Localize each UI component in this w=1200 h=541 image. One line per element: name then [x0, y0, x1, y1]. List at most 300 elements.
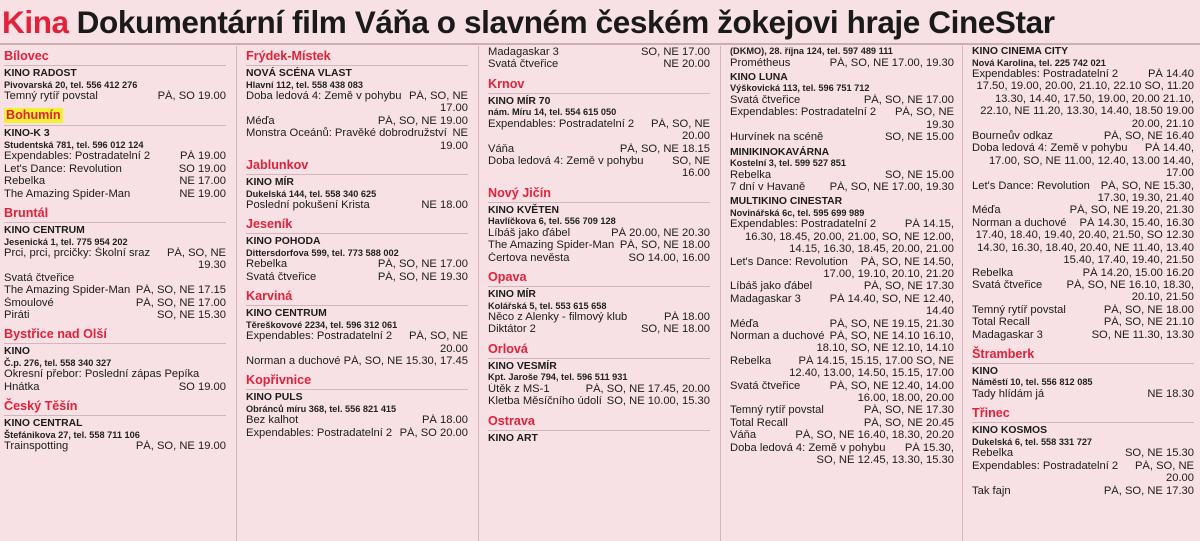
cinema-address: Dittersdorfova 599, tel. 773 588 002 — [246, 247, 399, 258]
film-title: Doba ledová 4: Země v pohybu — [730, 441, 886, 454]
cinema-address: Náměstí 10, tel. 556 812 085 — [972, 377, 1093, 388]
town-section — [4, 327, 226, 396]
spacer — [488, 264, 710, 267]
cinema-address: Č.p. 276, tel. 558 340 327 — [4, 357, 112, 368]
film-title: Útěk z MS-1 — [488, 382, 550, 395]
film-title: Poslední pokušení Krista — [246, 199, 370, 212]
film-listing — [730, 280, 954, 292]
cinema-block — [488, 289, 710, 336]
showtimes: PÁ 18.00 — [421, 414, 468, 427]
film-title: Madagaskar 3 — [488, 46, 559, 58]
town-heading: Třinec — [972, 406, 1194, 423]
town-section — [4, 399, 226, 455]
column-divider — [962, 46, 963, 541]
film-listing — [4, 284, 226, 296]
town-heading: Jeseník — [246, 217, 468, 234]
film-title: Doba ledová 4: Země v pohybu — [246, 90, 402, 102]
film-title: Total Recall — [972, 316, 1030, 329]
spacer — [4, 321, 226, 324]
showtimes: PÁ, SO, NE 17.00, 19.30 — [829, 180, 954, 193]
film-title: 7 dní v Havaně — [730, 180, 806, 193]
showtimes: SO, NE 15.00 — [884, 131, 954, 144]
film-title: Líbáš jako ďábel — [730, 280, 813, 293]
showtimes: PÁ, SO, NE 17.30 — [1103, 484, 1194, 497]
cinema-block — [730, 147, 954, 194]
film-listing — [730, 218, 954, 255]
showtimes: SO, NE 16.00 — [672, 155, 710, 180]
showtimes: SO 14.00, 16.00 — [628, 251, 710, 264]
film-listing — [488, 118, 710, 143]
showtimes: PÁ, SO, NE 14.10 16.10, 18.10, SO, NE 12.10, 14.10 — [816, 330, 954, 355]
cinema-name: KINO-K 3 — [4, 128, 50, 140]
film-listing — [730, 94, 954, 106]
film-listing — [730, 57, 954, 69]
showtimes: PÁ 19.00 — [179, 150, 226, 163]
showtimes: PÁ, SO, NE 14.50, 17.00, 19.10, 20.10, 21.20 — [823, 255, 954, 280]
town-heading: Jablunkov — [246, 158, 468, 175]
film-title: Expendables: Postradatelní 2 — [246, 330, 393, 343]
cinema-name: KINO POHODA — [246, 236, 321, 248]
film-title: Diktátor 2 — [488, 323, 536, 336]
film-listing — [488, 383, 710, 395]
cinema-name: KINO CINEMA CITY — [972, 46, 1069, 57]
cinema-block — [488, 433, 710, 445]
spacer — [488, 71, 710, 74]
town-section — [246, 289, 468, 370]
showtimes: PÁ 14.15, 15.15, 17.00 SO, NE 12.40, 13.00, 14.50, 15.15, 17.00 — [789, 354, 954, 380]
cinema-address: Těreškovové 2234, tel. 596 312 061 — [246, 319, 398, 330]
film-title: Svatá čtveřice — [730, 93, 801, 106]
town-section — [4, 105, 226, 203]
showtimes: SO 19.00 — [178, 162, 226, 175]
film-listing — [246, 199, 468, 211]
spacer — [246, 152, 468, 155]
film-listing — [4, 188, 226, 200]
film-title: Rebelka — [972, 447, 1014, 460]
film-title: Temný rytíř povstal — [972, 303, 1066, 316]
cinema-name: MULTIKINO CINESTAR — [730, 196, 843, 208]
film-listing — [972, 316, 1194, 328]
cinema-address: Kostelní 3, tel. 599 527 851 — [730, 158, 846, 169]
film-title: Šmoulové — [4, 296, 54, 309]
town-section — [488, 270, 710, 339]
town-heading: Štramberk — [972, 347, 1194, 364]
town-heading: Český Těšín — [4, 399, 226, 416]
showtimes: PÁ, SO, NE 20.00 — [1134, 459, 1194, 485]
cinema-name: NOVÁ SCÉNA VLAST — [246, 68, 352, 79]
film-listing — [972, 267, 1194, 279]
film-title: Rebelka — [972, 266, 1014, 279]
film-listing — [972, 217, 1194, 267]
film-title: Expendables: Postradatelní 2 — [246, 426, 393, 439]
showtimes: PÁ, SO, NE 20.00 — [650, 117, 710, 143]
cinema-name: KINO PULS — [246, 392, 303, 404]
cinema-name: KINO KVĚTEN — [488, 204, 560, 216]
film-listing — [972, 388, 1194, 400]
cinema-name: KINO CENTRAL — [4, 418, 83, 430]
town-heading: Karviná — [246, 289, 468, 306]
film-listing — [730, 404, 954, 416]
film-title: Doba ledová 4: Země v pohybu — [972, 142, 1128, 155]
film-listing — [972, 130, 1194, 142]
cinema-address: Pivovarská 20, tel. 556 412 276 — [4, 79, 138, 90]
column-3 — [488, 46, 710, 541]
film-listing — [4, 297, 226, 309]
cinema-block — [488, 96, 710, 180]
film-listing — [972, 447, 1194, 459]
film-title: Expendables: Postradatelní 2 — [4, 150, 151, 163]
cinema-block — [730, 196, 954, 466]
film-title: Prci, prci, prcičky: Školní sraz — [4, 247, 151, 260]
section-kicker: Kina — [2, 4, 69, 40]
film-title: Méďa — [972, 204, 1001, 217]
showtimes: SO, NE 15.00 — [884, 168, 954, 181]
town-section — [488, 414, 710, 448]
film-listing — [4, 272, 226, 284]
showtimes: PÁ, SO, NE 17.30 — [863, 280, 954, 293]
film-listing — [488, 58, 710, 70]
film-listing — [246, 90, 468, 115]
cinema-name: KINO ART — [488, 432, 538, 444]
town-section — [488, 186, 710, 267]
showtimes: NE 20.00 — [663, 58, 710, 71]
showtimes: PÁ, SO, NE 19.30 — [894, 106, 954, 131]
showtimes: NE 18.00 — [421, 199, 468, 212]
film-listing — [730, 355, 954, 380]
cinema-block — [4, 346, 226, 393]
town-heading: Bohumín — [6, 108, 61, 123]
town-section — [730, 72, 954, 147]
showtimes: PÁ, SO, NE 15.30, 17.45 — [343, 355, 468, 368]
film-listing — [730, 181, 954, 193]
showtimes: PÁ 14.15, 16.30, 18.45, 20.00, 21.00, SO, NE 12.00, 14.15, 16.30, 18.45, 20.00, 21.00 — [745, 218, 954, 256]
cinema-name: KINO RADOST — [4, 68, 77, 79]
cinema-address: Obránců míru 368, tel. 556 821 415 — [246, 403, 397, 414]
town-heading: Krnov — [488, 77, 710, 94]
showtimes: PÁ 20.00, NE 20.30 — [611, 226, 710, 239]
film-listing — [4, 368, 226, 380]
cinema-address: Havlíčkova 6, tel. 556 709 128 — [488, 216, 616, 227]
spacer — [246, 439, 468, 442]
cinema-block — [4, 225, 226, 321]
film-title: Expendables: Postradatelní 2 — [972, 459, 1119, 472]
showtimes: PÁ, SO, NE 17.15 — [135, 284, 226, 297]
film-listing — [246, 330, 468, 355]
column-1 — [4, 46, 226, 541]
film-listing — [972, 485, 1194, 497]
cinema-name: KINO VESMÍR — [488, 360, 557, 372]
spacer — [488, 180, 710, 183]
film-title: Let's Dance: Revolution — [730, 255, 848, 268]
showtimes: PÁ, SO, NE 20.45 — [863, 416, 954, 429]
cinema-block — [246, 68, 468, 152]
film-title: Něco z Alenky - filmový klub — [488, 311, 628, 324]
cinema-address: Hlavní 112, tel. 558 438 083 — [246, 79, 363, 90]
film-listing — [246, 271, 468, 283]
spacer — [246, 211, 468, 214]
film-listing — [4, 90, 226, 102]
film-listing — [4, 150, 226, 162]
town-heading: Bruntál — [4, 206, 226, 223]
film-title: Svatá čtveřice — [4, 271, 75, 284]
film-title: The Amazing Spider-Man — [4, 284, 131, 297]
film-listing — [246, 355, 468, 367]
town-heading: Frýdek-Místek — [246, 49, 468, 66]
film-listing — [730, 318, 954, 330]
showtimes: PÁ, SO, NE 17.00 — [408, 90, 468, 115]
film-title: Norman a duchové — [246, 355, 341, 368]
showtimes: PÁ 15.30, SO, NE 12.45, 13.30, 15.30 — [816, 441, 954, 467]
showtimes: SO, NE 17.00 — [640, 46, 710, 58]
film-listing — [730, 417, 954, 429]
town-section — [246, 217, 468, 286]
spacer — [972, 341, 1194, 344]
film-title: Temný rytíř povstal — [4, 90, 98, 102]
town-section — [4, 206, 226, 324]
showtimes: PÁ, SO, NE 17.00 — [377, 258, 468, 271]
film-listing — [488, 143, 710, 155]
film-listing — [4, 381, 226, 393]
film-title: Piráti — [4, 309, 30, 322]
showtimes: PÁ 14.40, SO, NE 12.40, 14.40 — [829, 292, 954, 318]
spacer — [488, 444, 710, 447]
film-title: Svatá čtveřice — [488, 58, 559, 71]
cinema-address: Novinářská 6c, tel. 595 699 989 — [730, 207, 865, 218]
cinema-address: nám. Míru 14, tel. 554 615 050 — [488, 107, 617, 118]
cinema-block — [488, 361, 710, 408]
spacer — [972, 400, 1194, 403]
film-listing — [972, 204, 1194, 216]
film-title: Expendables: Postradatelní 2 — [730, 218, 877, 231]
film-listing — [4, 163, 226, 175]
cinema-block — [488, 205, 710, 264]
showtimes: NE 19.00 — [179, 187, 226, 200]
spacer — [488, 336, 710, 339]
film-title: Norman a duchové — [730, 330, 825, 342]
cinema-address: Nová Karolina, tel. 225 742 021 — [972, 57, 1106, 68]
film-title: Bourneův odkaz — [972, 130, 1053, 143]
cinema-block — [4, 128, 226, 200]
film-title: Méďa — [246, 114, 275, 127]
showtimes: PÁ 14.40, 17.00, SO, NE 11.00, 12.40, 13.00 14.40, 17.00 — [988, 142, 1194, 180]
film-title: Monstra Oceánů: Pravěké dobrodružství — [246, 127, 447, 140]
cinema-block — [972, 366, 1194, 400]
film-listing — [488, 46, 710, 58]
cinema-address: Dukelská 144, tel. 558 340 625 — [246, 188, 377, 199]
cinema-address: Výškovická 113, tel. 596 751 712 — [730, 83, 870, 94]
film-title: Madagaskar 3 — [972, 328, 1043, 341]
cinema-block — [488, 46, 710, 71]
showtimes: PÁ, SO, NE 17.00, 19.30 — [829, 56, 954, 69]
film-title: Tak fajn — [972, 484, 1011, 497]
film-title: The Amazing Spider-Man — [488, 239, 615, 252]
cinema-name: KINO KOSMOS — [972, 425, 1048, 437]
cinema-block — [972, 425, 1194, 497]
town-section — [4, 49, 226, 105]
film-title: Okresní přebor: Poslední zápas Pepíka — [4, 368, 200, 381]
film-listing — [730, 169, 954, 181]
film-listing — [488, 155, 710, 180]
column-divider — [720, 46, 721, 541]
film-title: Norman a duchové — [972, 216, 1067, 229]
film-listing — [4, 440, 226, 452]
film-listing — [972, 329, 1194, 341]
film-listing — [730, 330, 954, 355]
cinema-address: Studentská 781, tel. 596 012 124 — [4, 139, 144, 150]
film-title: Temný rytíř povstal — [730, 404, 824, 417]
spacer — [246, 283, 468, 286]
showtimes: NE 18.30 — [1147, 387, 1194, 400]
showtimes: PÁ, SO, NE 16.40, 18.30, 20.20 — [795, 429, 954, 442]
film-title: Váňa — [488, 142, 515, 155]
cinema-block — [246, 177, 468, 211]
showtimes: PÁ, SO, NE 18.00 — [619, 239, 710, 252]
column-5 — [972, 46, 1194, 541]
cinema-name: KINO MÍR 70 — [488, 95, 551, 107]
spacer — [488, 408, 710, 411]
cinema-block — [4, 418, 226, 452]
showtimes: SO 19.00 — [178, 380, 226, 393]
film-listing — [246, 115, 468, 127]
film-title: Rebelka — [730, 354, 772, 367]
film-title: Váňa — [730, 429, 757, 442]
spacer — [730, 466, 954, 469]
showtimes: PÁ, SO, NE 19.15, 21.30 — [829, 317, 954, 330]
cinema-block — [972, 46, 1194, 341]
cinema-address: Kpt. Jaroše 794, tel. 596 511 931 — [488, 372, 628, 383]
cinema-block — [730, 46, 954, 69]
film-title: Rebelka — [730, 168, 772, 181]
spacer — [972, 497, 1194, 500]
cinema-address: Jesenická 1, tel. 775 954 202 — [4, 236, 128, 247]
film-listing — [488, 323, 710, 335]
film-listing — [246, 414, 468, 426]
film-listing — [488, 252, 710, 264]
page-headline — [2, 2, 1198, 42]
town-section — [972, 347, 1194, 403]
film-listing — [972, 142, 1194, 179]
town-heading: Bystřice nad Olší — [4, 327, 226, 344]
film-title: Rebelka — [246, 258, 288, 271]
cinema-name: KINO CENTRUM — [246, 308, 327, 320]
film-title: Kletba Měsíčního údolí — [488, 395, 602, 408]
cinema-address: Kolářská 5, tel. 553 615 658 — [488, 300, 607, 311]
film-listing — [972, 68, 1194, 130]
film-title: Méďa — [730, 317, 759, 330]
town-section — [972, 46, 1194, 344]
showtimes: PÁ, SO, NE 17.30 — [863, 404, 954, 417]
town-section — [730, 196, 954, 469]
film-title: Let's Dance: Revolution — [972, 179, 1090, 192]
showtimes: PÁ, SO, NE 12.40, 14.00 16.00, 18.00, 20.00 — [829, 379, 954, 405]
cinema-block — [4, 68, 226, 102]
film-title: Rebelka — [4, 175, 46, 188]
film-title: Total Recall — [730, 416, 788, 429]
film-title: The Amazing Spider-Man — [4, 187, 131, 200]
spacer — [246, 367, 468, 370]
cinema-address: Štefánikova 27, tel. 558 711 106 — [4, 429, 140, 440]
film-listing — [730, 106, 954, 131]
showtimes: PÁ, SO, NE 17.00 — [863, 93, 954, 106]
cinema-block — [246, 236, 468, 283]
film-listing — [4, 247, 226, 272]
showtimes: PÁ 14.40 17.50, 19.00, 20.00, 21.10, 22.10 SO, 11.20 13.30, 14.40, 17.50, 19.00, 20.00 21.10, 22.10, NE 11.20, 13.30, 14.40, 18.50 19.00 20.00, 21.10 — [976, 68, 1194, 130]
film-title: Bez kalhot — [246, 414, 299, 427]
cinema-name: KINO — [972, 365, 998, 377]
town-heading-wrap — [4, 105, 226, 126]
film-title: Svatá čtveřice — [972, 278, 1043, 291]
film-listing — [972, 460, 1194, 485]
film-listing — [246, 258, 468, 270]
showtimes: PÁ, SO 20.00 — [399, 426, 468, 439]
showtimes: PÁ 14.30, 15.40, 16.30 17.40, 18.40, 19.40, 20.40, 21.50, SO 12.30 14.30, 16.30, 18.40, 20.40, NE 11.40, 13.40 15.40, 17.40, 19.40, 21.50 — [975, 216, 1194, 267]
town-heading: Orlová — [488, 342, 710, 359]
column-4 — [730, 46, 954, 541]
town-section — [488, 77, 710, 183]
town-section — [972, 406, 1194, 500]
cinema-name: MINIKINOKAVÁRNA — [730, 146, 830, 158]
town-section — [730, 46, 954, 72]
film-listing — [730, 380, 954, 405]
film-listing — [972, 304, 1194, 316]
showtimes: SO, NE 15.30 — [156, 309, 226, 322]
cinema-name: KINO MÍR — [246, 177, 294, 189]
film-listing — [972, 180, 1194, 205]
film-title: Svatá čtveřice — [730, 379, 801, 392]
film-title: Hnátka — [4, 380, 40, 393]
film-title: Let's Dance: Revolution — [4, 162, 122, 175]
film-listing — [730, 442, 954, 467]
town-section — [246, 373, 468, 442]
headline-rule — [0, 43, 1200, 45]
film-listing — [488, 311, 710, 323]
showtimes: PÁ, SO, NE 19.00 — [135, 440, 226, 453]
cinema-address: (DKMO), 28. října 124, tel. 597 489 111 — [730, 46, 893, 56]
town-heading: Kopřivnice — [246, 373, 468, 390]
cinema-name: KINO — [4, 346, 30, 358]
film-title: Expendables: Postradatelní 2 — [972, 68, 1119, 80]
showtimes: PÁ 14.20, 15.00 16.20 — [1082, 266, 1194, 279]
cinema-block — [730, 72, 954, 144]
town-heading: Opava — [488, 270, 710, 287]
town-heading: Ostrava — [488, 414, 710, 431]
showtimes: PÁ, SO, NE 19.30 — [166, 247, 226, 272]
showtimes: PÁ, SO, NE 16.10, 18.30, 20.10, 21.50 — [1066, 278, 1194, 304]
film-title: Expendables: Postradatelní 2 — [730, 106, 877, 119]
town-section — [730, 147, 954, 197]
town-section — [488, 46, 710, 74]
showtimes: NE 19.00 — [440, 127, 468, 152]
showtimes: NE 17.00 — [179, 175, 226, 188]
showtimes: PÁ, SO, NE 17.45, 20.00 — [585, 382, 710, 395]
film-title: Tady hlídám já — [972, 387, 1045, 400]
film-listing — [246, 427, 468, 439]
showtimes: PÁ, SO, NE 19.20, 21.30 — [1069, 204, 1194, 217]
town-section — [246, 49, 468, 155]
film-listing — [730, 429, 954, 441]
film-title: Prométheus — [730, 56, 791, 69]
showtimes: PÁ 18.00 — [663, 311, 710, 324]
film-title: Čertova nevěsta — [488, 251, 570, 264]
showtimes: PÁ, SO, NE 19.00 — [377, 114, 468, 127]
film-listing — [488, 239, 710, 251]
spacer — [4, 200, 226, 203]
showtimes: SO, NE 18.00 — [640, 323, 710, 336]
film-listing — [4, 309, 226, 321]
film-title: Líbáš jako ďábel — [488, 226, 571, 239]
film-title: Doba ledová 4: Země v pohybu — [488, 155, 644, 168]
film-listing — [488, 395, 710, 407]
